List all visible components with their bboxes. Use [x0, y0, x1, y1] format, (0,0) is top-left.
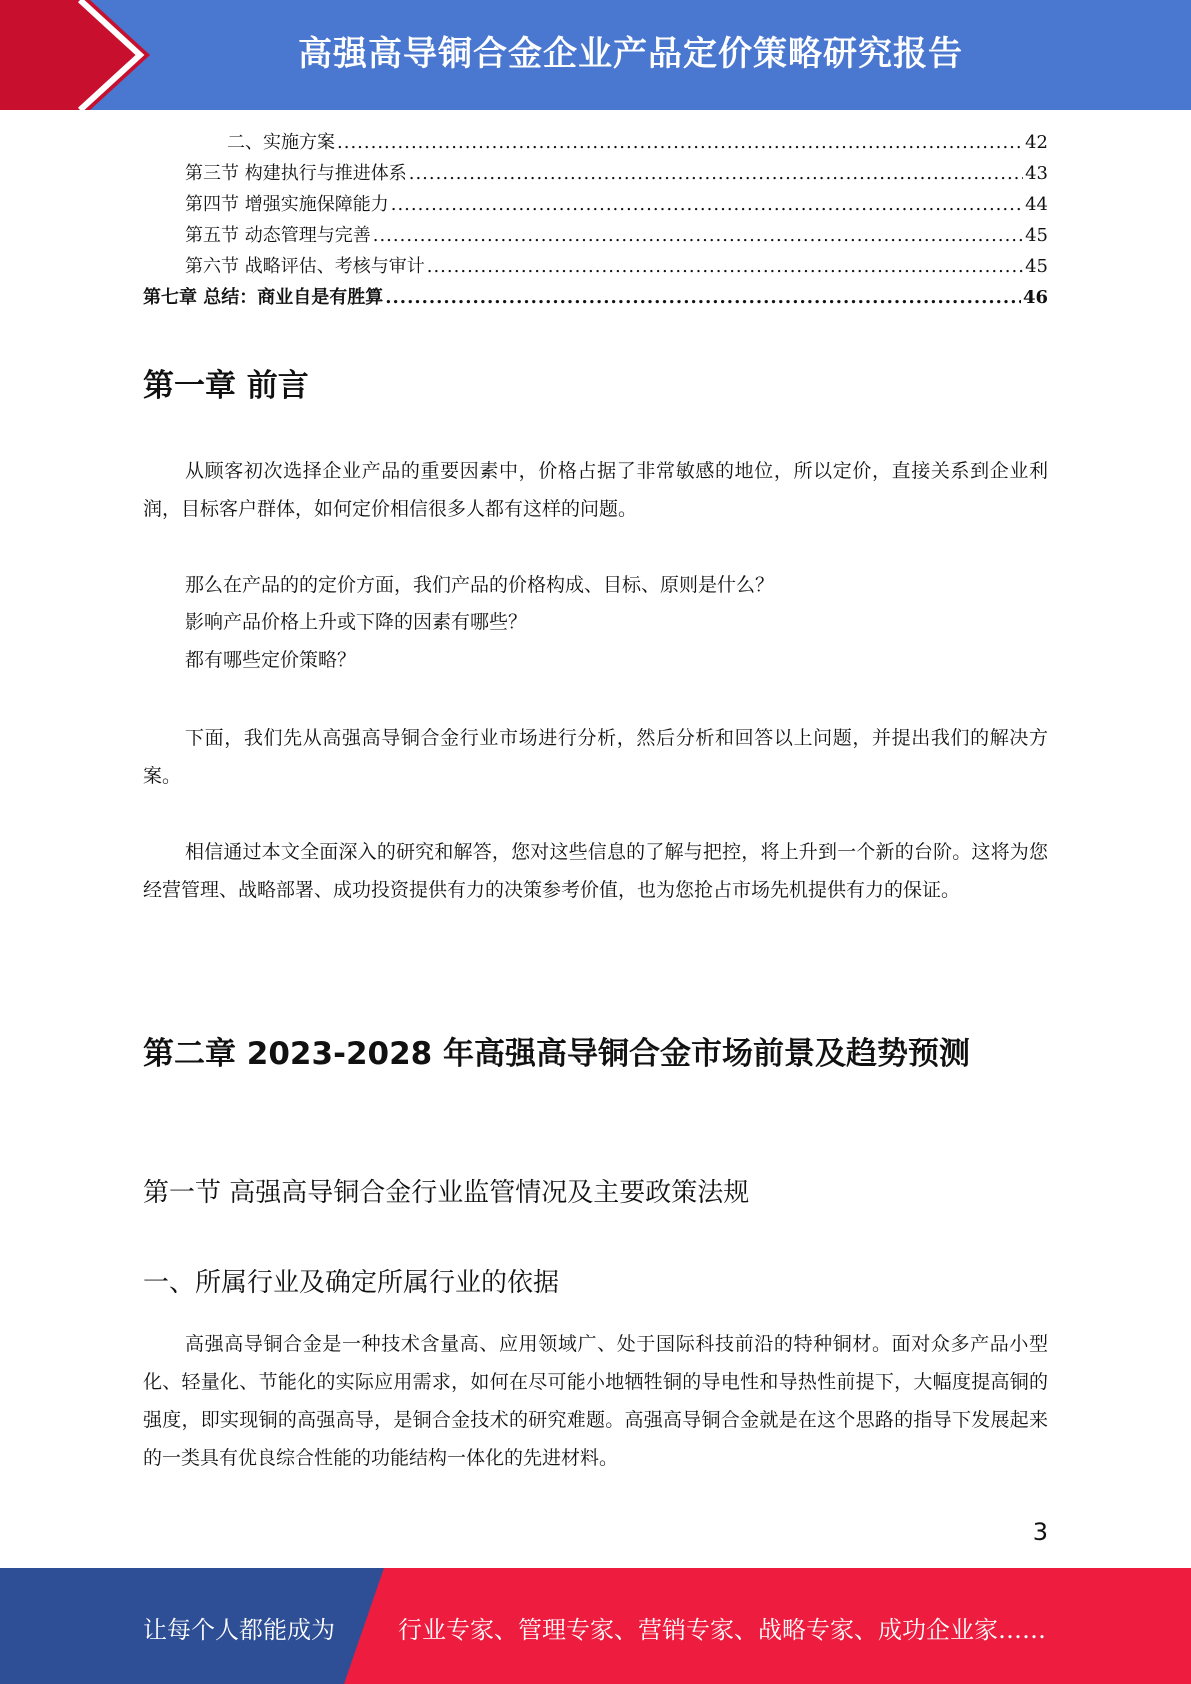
toc-leader-dots	[391, 194, 1023, 215]
report-title: 高强高导铜合金企业产品定价策略研究报告	[298, 34, 963, 74]
toc-leader-dots	[427, 256, 1023, 277]
toc-entry-page: 43	[1025, 163, 1048, 184]
chapter-1-paragraph-3: 相信通过本文全面深入的研究和解答，您对这些信息的了解与把控，将上升到一个新的台阶。这将为您经营管理、战略部署、成功投资提供有力的决策参考价值，也为您抢占市场先机提供有力的保证。	[143, 841, 1048, 901]
chapter-1-paragraph-2: 下面，我们先从高强高导铜合金行业市场进行分析，然后分析和回答以上问题，并提出我们的解决方案。	[143, 727, 1048, 787]
toc-entry-page: 45	[1025, 256, 1048, 277]
toc-leader-dots	[337, 132, 1023, 153]
toc-entry-label: 二、实施方案	[227, 132, 335, 153]
toc-entry-page: 42	[1025, 132, 1048, 153]
toc-entry[interactable]	[143, 221, 1048, 252]
subsection-1-heading: 一、所属行业及确定所属行业的依据	[143, 1268, 560, 1298]
toc-entry-page: 45	[1025, 225, 1048, 246]
footer-slogan-left: 让每个人都能成为	[143, 1616, 335, 1644]
toc-entry[interactable]	[143, 128, 1048, 159]
footer-banner	[0, 1568, 1191, 1684]
toc-leader-dots	[373, 225, 1023, 246]
toc-entry-page: 44	[1025, 194, 1048, 215]
toc-entry-label: 第六节 战略评估、考核与审计	[185, 256, 425, 277]
toc-entry[interactable]	[143, 283, 1048, 314]
toc-entry-label: 第七章 总结：商业自是有胜算	[143, 287, 384, 308]
toc-entry-label: 第三节 构建执行与推进体系	[185, 163, 407, 184]
page-number: 3	[1032, 1518, 1048, 1546]
toc-entry[interactable]	[143, 190, 1048, 221]
toc-entry[interactable]	[143, 252, 1048, 283]
chapter-1-question-1: 那么在产品的的定价方面，我们产品的价格构成、目标、原则是什么？	[185, 574, 775, 596]
toc-entry-label: 第四节 增强实施保障能力	[185, 194, 389, 215]
toc-leader-dots	[409, 163, 1023, 184]
section-1-heading: 第一节 高强高导铜合金行业监管情况及主要政策法规	[143, 1178, 750, 1208]
footer-slogan-right: 行业专家、管理专家、营销专家、战略专家、成功企业家……	[398, 1616, 1046, 1644]
table-of-contents	[143, 128, 1048, 314]
toc-entry[interactable]	[143, 159, 1048, 190]
chapter-1-question-3: 都有哪些定价策略？	[185, 649, 357, 671]
toc-entry-label: 第五节 动态管理与完善	[185, 225, 371, 246]
chapter-1-paragraph-1: 从顾客初次选择企业产品的重要因素中，价格占据了非常敏感的地位，所以定价，直接关系到企业利润，目标客户群体，如何定价相信很多人都有这样的问题。	[143, 460, 1048, 520]
toc-leader-dots	[385, 287, 1021, 308]
chapter-2-heading: 第二章 2023-2028 年高强高导铜合金市场前景及趋势预测	[143, 1036, 971, 1072]
chapter-1-heading: 第一章 前言	[143, 368, 309, 404]
chapter-1-question-2: 影响产品价格上升或下降的因素有哪些？	[185, 611, 528, 633]
chapter-2-paragraph-1: 高强高导铜合金是一种技术含量高、应用领域广、处于国际科技前沿的特种铜材。面对众多产品小型化、轻量化、节能化的实际应用需求，如何在尽可能小地牺牲铜的导电性和导热性前提下，大幅度提高铜的强度，即实现铜的高强高导，是铜合金技术的研究难题。高强高导铜合金就是在这个思路的指导下发展起来的一类具有优良综合性能的功能结构一体化的先进材料。	[143, 1333, 1048, 1469]
toc-entry-page: 46	[1022, 287, 1048, 308]
header-banner	[0, 0, 1191, 110]
